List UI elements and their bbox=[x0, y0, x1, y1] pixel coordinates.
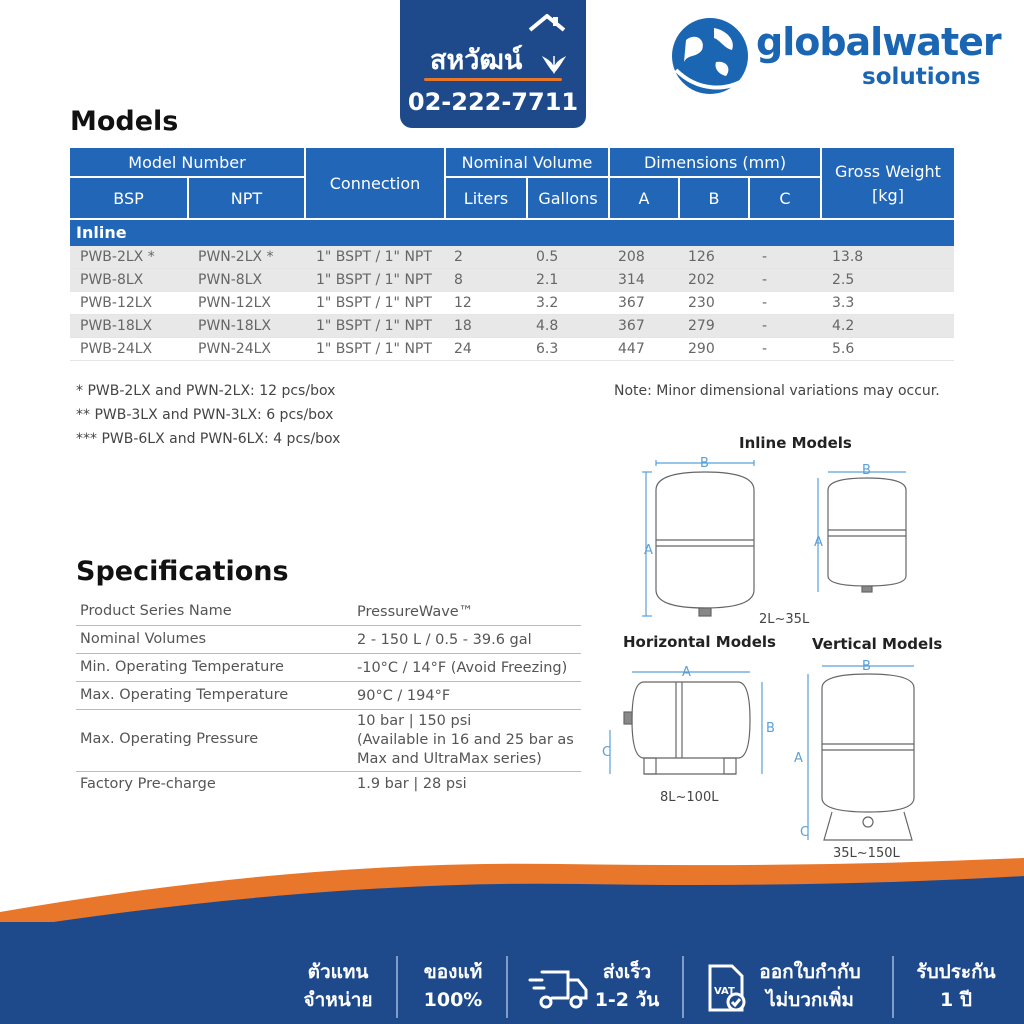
header-nominal-volume: Nominal Volume bbox=[461, 152, 593, 172]
spec-row: Min. Operating Temperature -10°C / 14°F (Avoid Freezing) bbox=[76, 654, 581, 682]
dim-label: A bbox=[814, 535, 823, 550]
phone-number: 02-222-7711 bbox=[407, 88, 579, 116]
vertical-caption: 35L~150L bbox=[833, 846, 900, 861]
footer-fast-shipping: ส่งเร็ว 1-2 วัน bbox=[594, 961, 660, 1011]
logo-wordmark: globalwater bbox=[756, 20, 1001, 64]
header-dim-b: B bbox=[708, 188, 720, 208]
header-dimensions: Dimensions (mm) bbox=[643, 152, 787, 172]
header-npt: NPT bbox=[230, 188, 263, 208]
inline-tank-small bbox=[828, 478, 906, 586]
table-row: PWB-24LX PWN-24LX 1" BSPT / 1" NPT 24 6.3 447 290 - 5.6 bbox=[70, 338, 954, 361]
dim-label: B bbox=[700, 456, 709, 471]
models-table bbox=[70, 148, 954, 361]
header-gross-weight: Gross Weight bbox=[835, 161, 941, 181]
variation-note: Note: Minor dimensional variations may occur. bbox=[614, 383, 940, 399]
footer-genuine: ของแท้ 100% bbox=[423, 961, 483, 1011]
dim-label: C bbox=[800, 825, 810, 840]
globe-logo-icon bbox=[666, 10, 754, 102]
delivery-truck-icon bbox=[528, 964, 590, 1012]
table-row: PWB-12LX PWN-12LX 1" BSPT / 1" NPT 12 3.2 367 230 - 3.3 bbox=[70, 292, 954, 315]
leaf-icon bbox=[542, 52, 566, 74]
spec-row: Nominal Volumes 2 - 150 L / 0.5 - 39.6 gal bbox=[76, 626, 581, 654]
divider bbox=[820, 148, 822, 218]
vertical-tank bbox=[822, 674, 914, 812]
vat-invoice-icon bbox=[704, 962, 750, 1014]
dim-label: A bbox=[682, 665, 691, 680]
horizontal-tank bbox=[632, 682, 750, 758]
divider bbox=[187, 176, 189, 218]
models-heading: Models bbox=[70, 106, 179, 137]
header-gross-weight-unit: [kg] bbox=[872, 185, 904, 205]
header-gallons: Gallons bbox=[538, 188, 598, 208]
footer-warranty: รับประกัน 1 ปี bbox=[916, 961, 996, 1011]
dim-label: B bbox=[862, 463, 871, 478]
footer-tax-invoice: ออกใบกำกับ ไม่บวกเพิ่ม bbox=[759, 961, 861, 1011]
header-dim-c: C bbox=[779, 188, 791, 208]
header-model-number: Model Number bbox=[128, 152, 246, 172]
dim-label: B bbox=[766, 721, 775, 736]
divider bbox=[526, 176, 528, 218]
store-badge bbox=[400, 0, 586, 128]
horizontal-models-title: Horizontal Models bbox=[623, 633, 776, 651]
specifications-heading: Specifications bbox=[76, 556, 289, 587]
divider bbox=[682, 956, 684, 1018]
table-row: PWB-8LX PWN-8LX 1" BSPT / 1" NPT 8 2.1 314 202 - 2.5 bbox=[70, 269, 954, 292]
divider bbox=[892, 956, 894, 1018]
table-row: PWB-2LX * PWN-2LX * 1" BSPT / 1" NPT 2 0.5 208 126 - 13.8 bbox=[70, 246, 954, 269]
horizontal-caption: 8L~100L bbox=[660, 790, 719, 805]
divider bbox=[748, 176, 750, 218]
divider bbox=[506, 956, 508, 1018]
inline-caption: 2L~35L bbox=[759, 612, 810, 627]
header-liters: Liters bbox=[463, 188, 509, 208]
logo-subtitle: solutions bbox=[862, 64, 981, 90]
dim-label: A bbox=[644, 543, 653, 558]
house-icon bbox=[526, 12, 568, 42]
divider bbox=[424, 78, 562, 81]
dim-label: B bbox=[862, 659, 871, 674]
table-row: PWB-18LX PWN-18LX 1" BSPT / 1" NPT 18 4.8 367 279 - 4.2 bbox=[70, 315, 954, 338]
table-header bbox=[70, 148, 954, 218]
header-dim-a: A bbox=[638, 188, 650, 208]
store-name: สหวัฒน์ bbox=[430, 45, 523, 76]
footnote-1: * PWB-2LX and PWN-2LX: 12 pcs/box bbox=[76, 383, 336, 399]
spec-row: Factory Pre-charge 1.9 bar | 28 psi bbox=[80, 776, 467, 792]
section-inline: Inline bbox=[70, 220, 954, 246]
divider bbox=[608, 148, 610, 218]
footer-authorized-dealer: ตัวแทน จำหน่าย bbox=[303, 961, 373, 1011]
header-bsp: BSP bbox=[113, 188, 144, 208]
spec-row: Max. Operating Pressure 10 bar | 150 psi (Available in 16 and 25 bar as Max and UltraMax series) bbox=[76, 710, 581, 772]
dim-label: A bbox=[794, 751, 803, 766]
divider bbox=[444, 148, 446, 218]
footnote-2: ** PWB-3LX and PWN-3LX: 6 pcs/box bbox=[76, 407, 334, 423]
spec-row: Product Series Name PressureWave™ bbox=[76, 598, 581, 626]
divider bbox=[678, 176, 680, 218]
spec-row: Max. Operating Temperature 90°C / 194°F bbox=[76, 682, 581, 710]
header-connection: Connection bbox=[329, 173, 421, 193]
footnote-3: *** PWB-6LX and PWN-6LX: 4 pcs/box bbox=[76, 431, 341, 447]
footer-bar bbox=[0, 922, 1024, 1024]
tank-diagrams bbox=[600, 450, 1024, 870]
divider bbox=[396, 956, 398, 1018]
svg-text:VAT: VAT bbox=[714, 986, 735, 997]
divider bbox=[446, 176, 820, 178]
vertical-models-title: Vertical Models bbox=[812, 635, 943, 653]
inline-models-title: Inline Models bbox=[739, 434, 852, 452]
dim-label: C bbox=[602, 745, 612, 760]
divider bbox=[304, 148, 306, 218]
